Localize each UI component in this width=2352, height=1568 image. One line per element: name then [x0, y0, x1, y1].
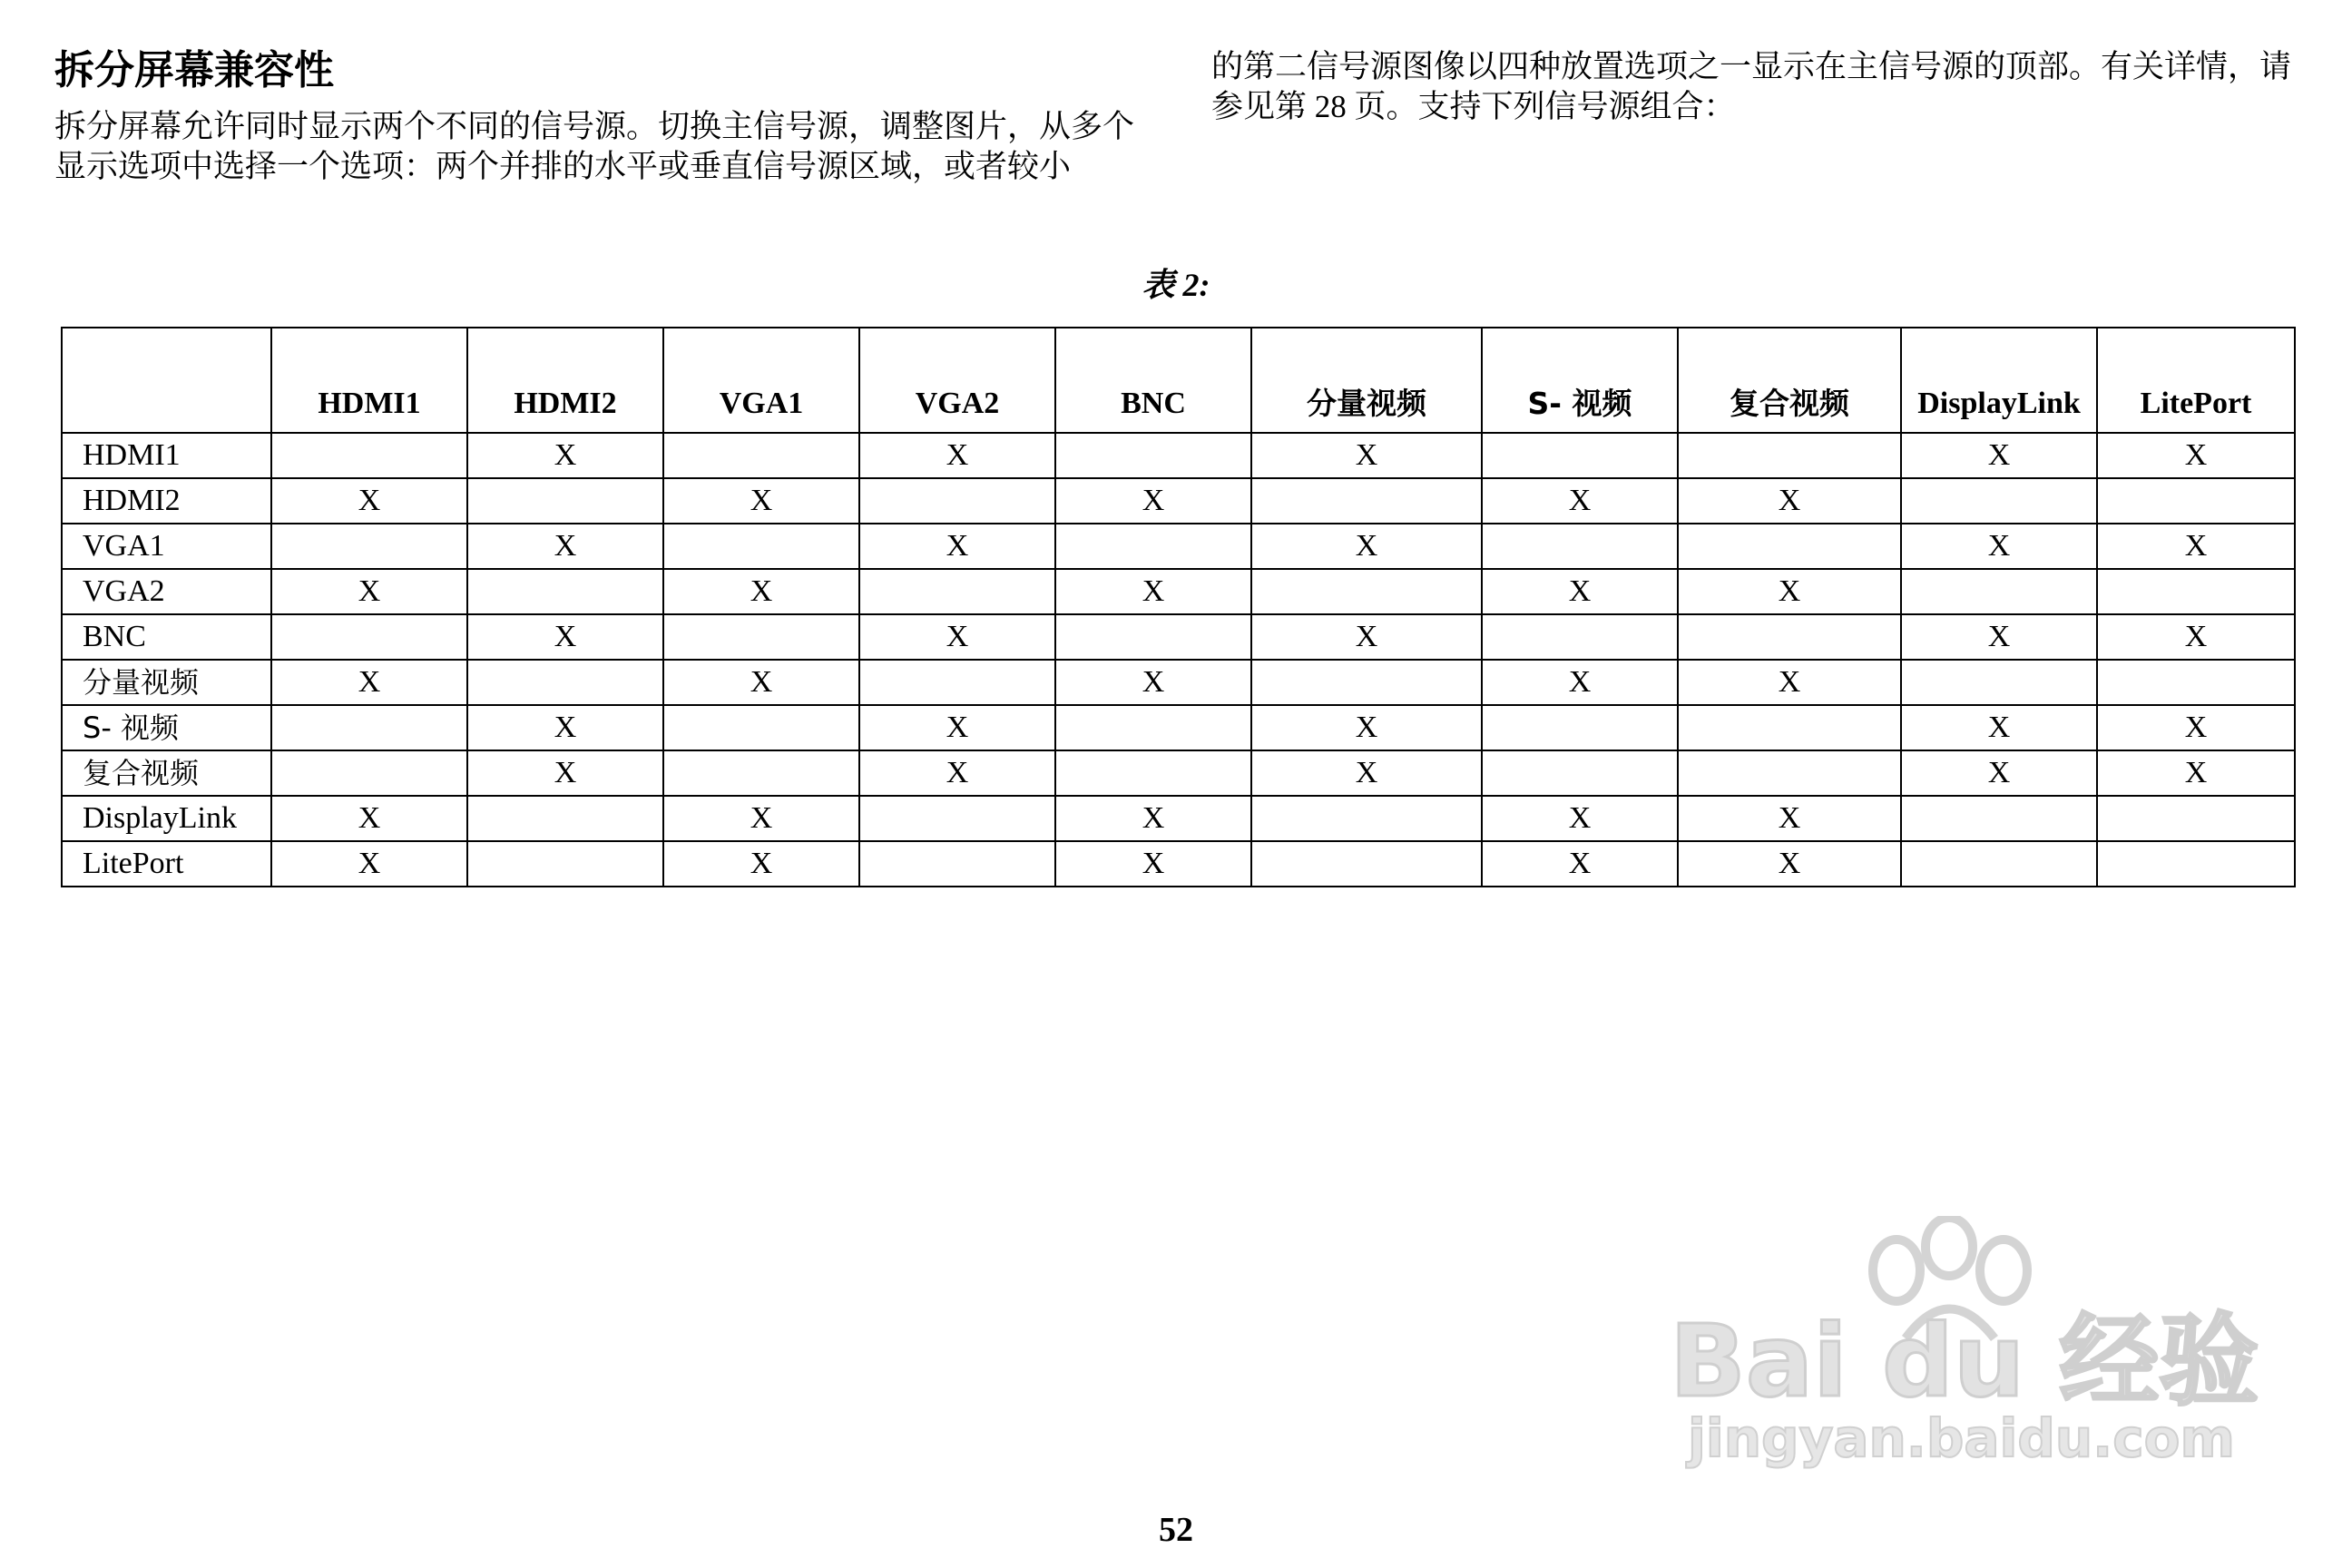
table-cell: X: [859, 750, 1055, 796]
table-cell: X: [1678, 841, 1901, 887]
table-cell: [271, 614, 467, 660]
table-cell: X: [1482, 660, 1678, 705]
table-cell: X: [1901, 705, 2097, 750]
baidu-watermark: [1670, 1216, 2259, 1488]
table-cell: X: [271, 478, 467, 524]
table-row: [62, 433, 2295, 478]
table-cell: [1251, 841, 1482, 887]
intro-paragraph-left: 拆分屏幕允许同时显示两个不同的信号源。切换主信号源，调整图片，从多个显示选项中选择一个选项：两个并排的水平或垂直信号源区域，或者较小: [54, 109, 1135, 184]
table-cell: [1678, 750, 1901, 796]
table-cell: [1055, 433, 1251, 478]
table-cell: [2097, 478, 2295, 524]
column-header: HDMI1: [271, 328, 467, 433]
corner-cell: [62, 328, 271, 433]
table-cell: [1251, 569, 1482, 614]
table-cell: [1482, 750, 1678, 796]
row-header: S- 视频: [62, 705, 271, 750]
table-cell: [663, 614, 859, 660]
table-cell: [1482, 524, 1678, 569]
table-cell: [271, 524, 467, 569]
table-cell: X: [1678, 478, 1901, 524]
table-cell: [859, 569, 1055, 614]
table-cell: [467, 478, 663, 524]
table-cell: X: [271, 660, 467, 705]
column-header: BNC: [1055, 328, 1251, 433]
table-cell: [1482, 614, 1678, 660]
table-row: [62, 614, 2295, 660]
section-heading: 拆分屏幕兼容性: [54, 47, 334, 93]
table-cell: [859, 478, 1055, 524]
table-cell: X: [1678, 569, 1901, 614]
table-cell: [663, 524, 859, 569]
column-header: DisplayLink: [1901, 328, 2097, 433]
table-cell: [1055, 750, 1251, 796]
table-cell: [1678, 614, 1901, 660]
column-header: LitePort: [2097, 328, 2295, 433]
table-cell: [271, 433, 467, 478]
table-cell: X: [663, 569, 859, 614]
table-cell: [859, 660, 1055, 705]
table-cell: [271, 705, 467, 750]
column-header: VGA1: [663, 328, 859, 433]
table-cell: X: [1055, 478, 1251, 524]
table-cell: X: [859, 705, 1055, 750]
table-cell: [1251, 660, 1482, 705]
table-cell: X: [467, 433, 663, 478]
table-cell: X: [1678, 796, 1901, 841]
watermark-brand: Bai du 经验: [1670, 1303, 2259, 1419]
table-body: [62, 433, 2295, 887]
table-cell: [467, 660, 663, 705]
watermark-url: jingyan.baidu.com: [1688, 1407, 2235, 1469]
column-header: 分量视频: [1251, 328, 1482, 433]
table-cell: [1055, 614, 1251, 660]
table-cell: X: [2097, 705, 2295, 750]
table-cell: X: [859, 524, 1055, 569]
table-cell: [859, 796, 1055, 841]
table-cell: X: [663, 478, 859, 524]
table-cell: X: [1251, 750, 1482, 796]
table-cell: [859, 841, 1055, 887]
table-cell: X: [2097, 524, 2295, 569]
table-cell: [1678, 705, 1901, 750]
table-cell: [2097, 569, 2295, 614]
table-cell: [1901, 478, 2097, 524]
table-row: [62, 796, 2295, 841]
table-cell: X: [663, 796, 859, 841]
table-cell: [467, 569, 663, 614]
table-cell: X: [1482, 796, 1678, 841]
intro-paragraph-right: 的第二信号源图像以四种放置选项之一显示在主信号源的顶部。有关详情，请参见第 28 页。支持下列信号源组合：: [1211, 49, 2292, 124]
table-cell: X: [271, 841, 467, 887]
column-header: S- 视频: [1482, 328, 1678, 433]
table-cell: X: [271, 796, 467, 841]
table-cell: X: [1055, 796, 1251, 841]
table-cell: X: [271, 569, 467, 614]
table-caption: 表 2:: [1142, 267, 1210, 303]
row-header: DisplayLink: [62, 796, 271, 841]
table-cell: X: [2097, 614, 2295, 660]
table-cell: [1678, 433, 1901, 478]
table-cell: X: [663, 660, 859, 705]
table-cell: X: [467, 750, 663, 796]
table-cell: [1901, 841, 2097, 887]
table-row: [62, 841, 2295, 887]
table-cell: X: [1901, 433, 2097, 478]
table-cell: [467, 841, 663, 887]
table-cell: X: [467, 705, 663, 750]
row-header: VGA1: [62, 524, 271, 569]
column-header: 复合视频: [1678, 328, 1901, 433]
table-cell: X: [467, 524, 663, 569]
table-cell: X: [1251, 705, 1482, 750]
row-header: HDMI2: [62, 478, 271, 524]
table-cell: X: [1482, 478, 1678, 524]
table-cell: [1055, 524, 1251, 569]
table-cell: [467, 796, 663, 841]
table-cell: [2097, 796, 2295, 841]
row-header: BNC: [62, 614, 271, 660]
table-cell: X: [1901, 750, 2097, 796]
row-header: 分量视频: [62, 660, 271, 705]
table-row: [62, 569, 2295, 614]
table-cell: X: [1482, 841, 1678, 887]
compatibility-table: [61, 327, 2296, 887]
table-header-row: [62, 328, 2295, 433]
table-row: [62, 660, 2295, 705]
table-cell: X: [1251, 614, 1482, 660]
table-cell: X: [1055, 841, 1251, 887]
table-cell: [1901, 796, 2097, 841]
row-header: HDMI1: [62, 433, 271, 478]
table-cell: [2097, 841, 2295, 887]
table-cell: X: [467, 614, 663, 660]
table-cell: X: [859, 614, 1055, 660]
row-header: LitePort: [62, 841, 271, 887]
table-row: [62, 478, 2295, 524]
table-cell: [1482, 705, 1678, 750]
table-cell: [1482, 433, 1678, 478]
table-cell: [271, 750, 467, 796]
table-cell: [1251, 478, 1482, 524]
table-cell: X: [1678, 660, 1901, 705]
table-cell: X: [663, 841, 859, 887]
column-header: HDMI2: [467, 328, 663, 433]
table-row: [62, 705, 2295, 750]
column-header: VGA2: [859, 328, 1055, 433]
table-cell: X: [2097, 750, 2295, 796]
table-cell: X: [1482, 569, 1678, 614]
table-row: [62, 750, 2295, 796]
table-cell: [663, 750, 859, 796]
table-cell: [1901, 660, 2097, 705]
table-cell: [1055, 705, 1251, 750]
table-cell: [2097, 660, 2295, 705]
table-cell: [663, 433, 859, 478]
table-row: [62, 524, 2295, 569]
table-cell: X: [1055, 660, 1251, 705]
table-cell: [663, 705, 859, 750]
table-cell: X: [1901, 614, 2097, 660]
row-header: VGA2: [62, 569, 271, 614]
page-number: 52: [1159, 1511, 1193, 1549]
table-cell: [1251, 796, 1482, 841]
row-header: 复合视频: [62, 750, 271, 796]
table-cell: X: [1251, 433, 1482, 478]
table-cell: X: [859, 433, 1055, 478]
table-cell: [1901, 569, 2097, 614]
table-cell: X: [1055, 569, 1251, 614]
table-cell: X: [1901, 524, 2097, 569]
table-cell: X: [1251, 524, 1482, 569]
table-cell: [1678, 524, 1901, 569]
table-cell: X: [2097, 433, 2295, 478]
